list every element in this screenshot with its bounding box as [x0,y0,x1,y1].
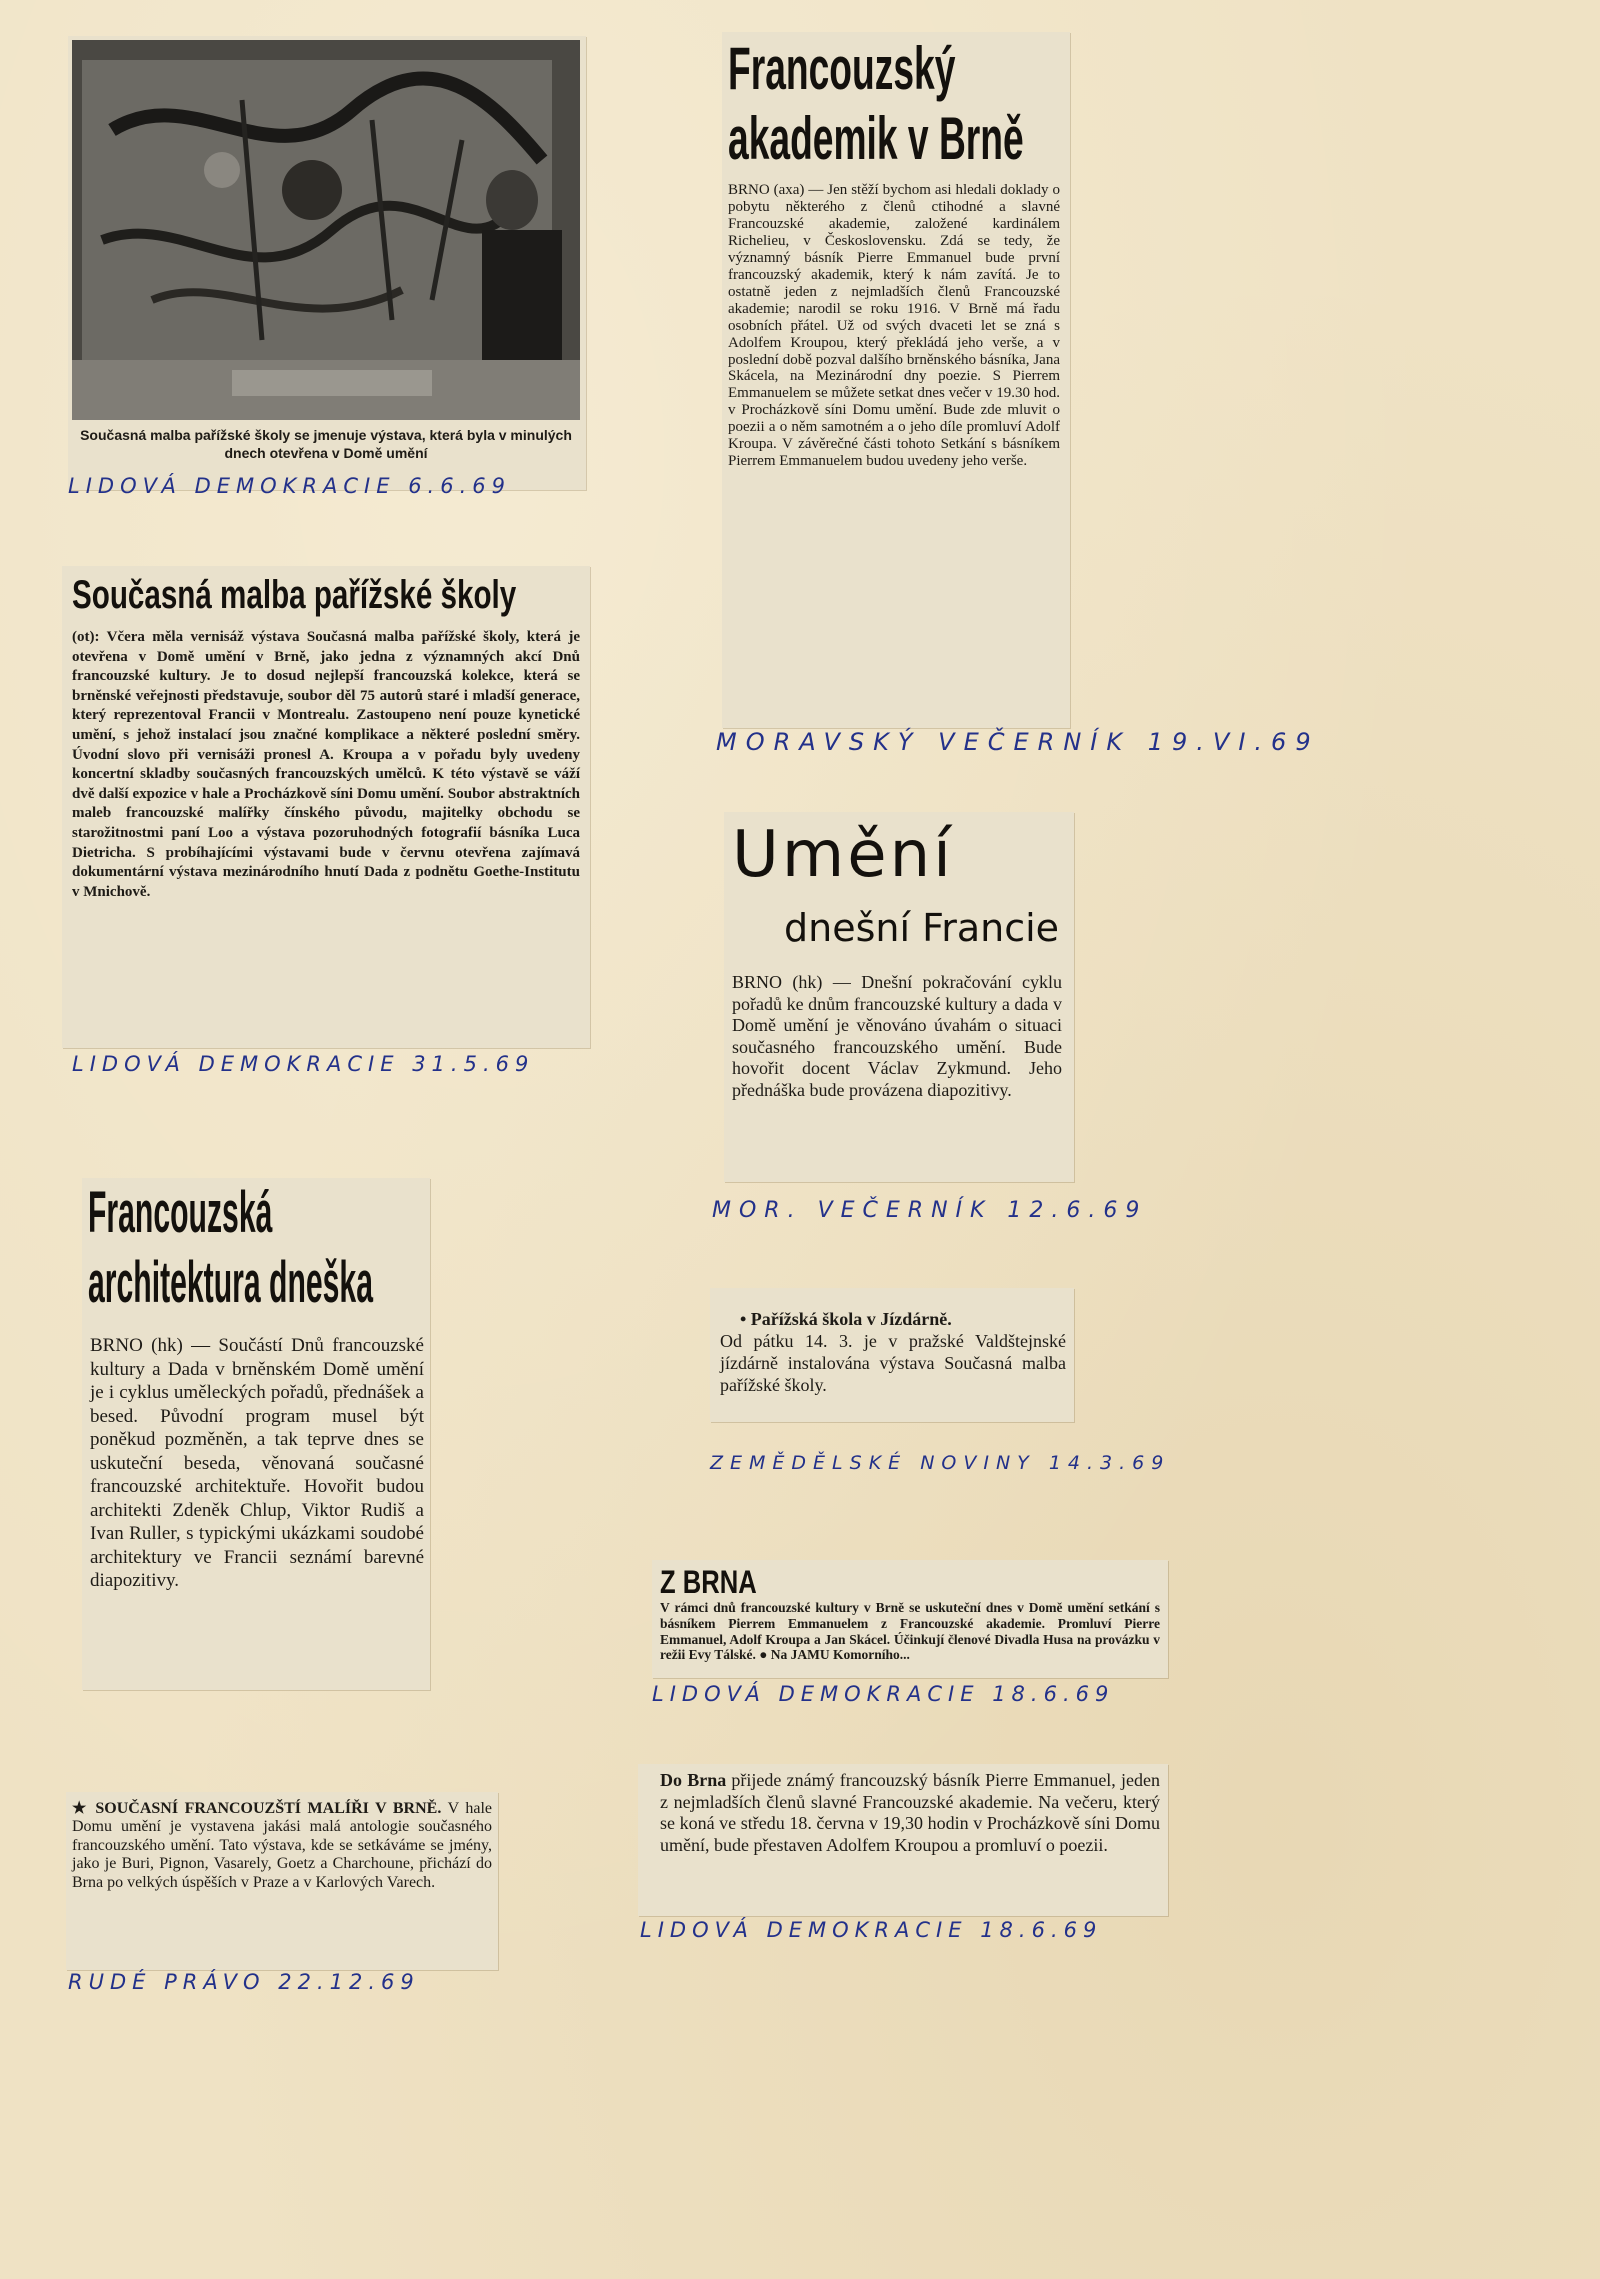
dobrna-body: přijede známý francouzský básník Pierre Emmanuel, jeden z nejmladších členů slavné Francouzské akademie. Na večeru, který se koná ve středu 18. června v 19,30 hodin v Procházkově síni Domu umění, bude přestaven Adolfem Kroupou a promluví o poezii. [660,1770,1160,1855]
dobrna-lead: Do Brna [660,1770,727,1790]
jizdarna-title: • Pařížská škola v Jízdárně. [740,1309,952,1329]
zbrna-clipping [652,1560,1168,1678]
umeni-source: MOR. VEČERNÍK 12.6.69 [712,1198,1148,1223]
zbrna-headline: Z BRNA [660,1564,757,1600]
dobrna-paragraph [660,1770,1160,1856]
zbrna-source: LIDOVÁ DEMOKRACIE 18.6.69 [652,1682,1115,1706]
umeni-clipping [724,812,1074,1182]
umeni-headline-line2: dnešní Francie [784,906,1060,950]
akademik-headline-line1: Francouzský [728,35,956,102]
umeni-headline-line1: Umění [732,818,954,892]
soucasna-malba-body: (ot): Včera měla vernisáž výstava Současná malba pařížské školy, která je otevřena v Domě umění v Brně, jako jedna z významných akcí Dnů francouzské kultury. Je to dosud nejlepší francouzská kolekce, která se brněnské veřejnosti představuje, soubor děl 75 autorů staré i mladší generace, který reprezentoval Francii v Montrealu. Zastoupeno není pouze kynetické umění, s jehož instalací jsou značné komplikace a některé poslední směry. Úvodní slovo při vernisáži pronesl A. Kroupa a v pořadu byly uvedeny koncertní skladby současných francouzských umělců. K této výstavě se váží dvě další expozice v hale a Procházkově síni Domu umění. Soubor abstraktních maleb francouzské malířky čínského původu, majitelky obchodu se starožitnostmi paní Loo a výstava pozoruhodných fotografií básníka Luca Dietricha. S probíhajícími výstavami bude v červnu otevřena zajímavá dokumentární výstava mezinárodního hnutí Dada z podnětu Goethe-Institutu v Mnichově. [72,629,580,900]
akademik-headline-line2: akademik v Brně [728,105,1024,172]
malari-clipping [66,1792,498,1970]
malari-source: RUDÉ PRÁVO 22.12.69 [68,1970,420,1994]
architektura-clipping [82,1178,430,1690]
zbrna-body: V rámci dnů francouzské kultury v Brně se uskuteční dnes v Domě umění setkání s básníkem Pierrem Emmanuelem z Francouzské akademie. Promluví Pierre Emmanuel, Adolf Kroupa a Jan Skácel. Účinkují členové Divadla Husa na provázku v režii Evy Tálské. ● Na JAMU Komorního... [660,1600,1160,1663]
photo-clip-source: LIDOVÁ DEMOKRACIE 6.6.69 [68,474,511,498]
architektura-headline-line2: architektura dneška [88,1250,373,1315]
photo-caption: Současná malba pařížské školy se jmenuje výstava, která byla v minulých dnech otevřena v Domě umění [80,427,572,461]
umeni-body: BRNO (hk) — Dnešní pokračování cyklu pořadů ke dnům francouzské kultury a dada v Domě umění je věnováno úvahám o situaci současného francouzského umění. Bude hovořit docent Václav Zykmund. Jeho přednáška bude provázena diapozitivy. [732,972,1062,1100]
architektura-body: BRNO (hk) — Součástí Dnů francouzské kultury a Dada v brněnském Domě umění je i cyklus uměleckých pořadů, přednášek a besed. Původní program musel být poněkud pozměněn, a tak teprve dnes se uskuteční beseda, věnovaná současné francouzské architektuře. Hovořit budou architekti Zdeněk Chlup, Viktor Rudiš a Ivan Ruller, s typickými ukázkami soudobé architektury ve Francii seznámí barevné diapozitivy. [90,1335,424,1591]
photo-clipping [68,36,586,490]
akademik-source: MORAVSKÝ VEČERNÍK 19.VI.69 [716,728,1320,756]
architektura-headline-line1: Francouzská [88,1180,273,1245]
dobrna-clipping [638,1764,1168,1916]
malari-headline: ★ SOUČASNÍ FRANCOUZŠTÍ MALÍŘI V BRNĚ. [72,1800,442,1817]
soucasna-malba-source: LIDOVÁ DEMOKRACIE 31.5.69 [72,1052,535,1076]
akademik-clipping [722,32,1070,728]
exhibition-photo [72,40,580,420]
jizdarna-source: ZEMĚDĚLSKÉ NOVINY 14.3.69 [710,1452,1171,1474]
dobrna-source: LIDOVÁ DEMOKRACIE 18.6.69 [640,1918,1103,1942]
jizdarna-clipping [710,1288,1074,1422]
soucasna-malba-clipping [62,566,590,1048]
jizdarna-body: Od pátku 14. 3. je v pražské Valdštejnské jízdárně instalována výstava Současná malba pařížské školy. [720,1331,1066,1395]
akademik-body: BRNO (axa) — Jen stěží bychom asi hledali doklady o pobytu některého z členů ctihodné a slavné Francouzské akademie, založené kardinálem Richelieu, v Československu. Zdá se tedy, že významný básník Pierre Emmanuel bude první francouzský akademik, který k nám zavítá. Je to ostatně jeden z nejmladších členů Francouzské akademie; narodil se roku 1916. V Brně má řadu osobních přátel. Už od svých dvaceti let se zná s Adolfem Kroupou, který překládá jeho verše, a v poslední době pozval dalšího brněnského básníka, Jana Skácela, na Mezinárodní dny poezie. S Pierrem Emmanuelem se můžete setkat dnes večer v 19.30 hod. v Procházkově síni Domu umění. Bude zde mluvit o poezii a o něm samotném a o jeho díle promluví Adolf Kroupa. V závěrečné části tohoto Setkání s básníkem Pierrem Emmanuelem budou uvedeny jeho verše. [728,182,1060,470]
malari-paragraph [72,1800,492,1892]
photo-image [72,40,580,420]
malari-body: V hale Domu umění je vystavena jakási malá antologie současného francouzského umění. Tato výstava, kde se setkáváme se jmény, jako je Buri, Pignon, Vasarely, Goetz a Charchoune, přichází do Brna po velkých úspěších v Praze a v Karlových Varech. [72,1800,492,1891]
soucasna-malba-headline: Současná malba pařížské školy [72,573,517,617]
